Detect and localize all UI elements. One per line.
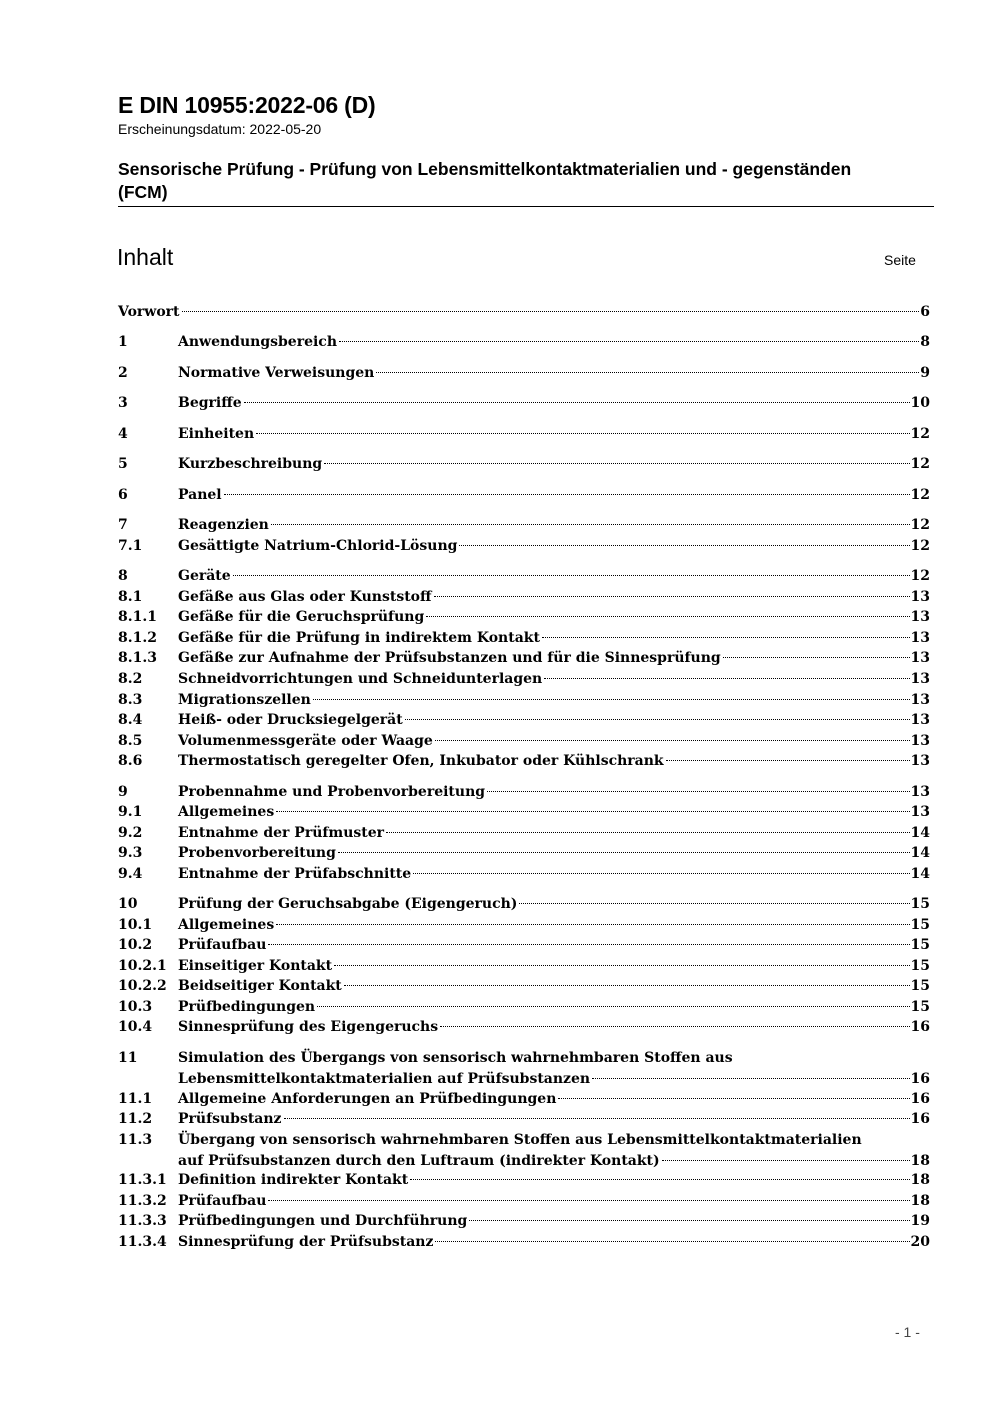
toc-entry-line bbox=[178, 782, 930, 803]
toc-entry-page: 10 bbox=[910, 395, 930, 411]
toc-entry-page: 13 bbox=[910, 692, 930, 708]
toc-entry-number: 9.4 bbox=[118, 866, 143, 882]
toc-entry-page: 15 bbox=[910, 958, 930, 974]
toc-entry-first-line bbox=[118, 1048, 930, 1069]
toc-entry-page: 15 bbox=[910, 999, 930, 1015]
toc-dot-leader bbox=[376, 372, 919, 373]
toc-entry-title: Gefäße zur Aufnahme der Prüfsubstanzen und für die Sinnesprüfung bbox=[178, 650, 721, 666]
toc-dot-leader bbox=[182, 311, 920, 312]
toc-entry-number: 10.2.2 bbox=[118, 978, 167, 994]
toc-entry-number: 10.1 bbox=[118, 917, 153, 933]
toc-entry-title-line1: Übergang von sensorisch wahrnehmbaren Stoffen aus Lebensmittelkontaktmaterialien bbox=[178, 1132, 862, 1148]
toc-entry-page: 6 bbox=[920, 304, 930, 320]
toc-entry-page: 12 bbox=[910, 517, 930, 533]
toc-entry-line bbox=[178, 628, 930, 649]
toc-entry-title: Prüfaufbau bbox=[178, 937, 267, 953]
toc-entry[interactable] bbox=[118, 587, 930, 608]
toc-entry[interactable] bbox=[118, 976, 930, 997]
toc-entry[interactable] bbox=[118, 751, 930, 772]
toc-entry-number: 10 bbox=[118, 896, 138, 912]
toc-entry-page: 13 bbox=[910, 733, 930, 749]
toc-entry-page: 13 bbox=[910, 609, 930, 625]
title-divider bbox=[118, 206, 934, 207]
toc-entry-number: 4 bbox=[118, 426, 128, 442]
toc-entry-page: 12 bbox=[910, 538, 930, 554]
toc-entry[interactable] bbox=[118, 1232, 930, 1253]
toc-heading: Inhalt bbox=[117, 244, 174, 270]
toc-dot-leader bbox=[344, 985, 910, 986]
page-number: - 1 - bbox=[895, 1324, 920, 1340]
toc-entry[interactable] bbox=[118, 802, 930, 823]
toc-entry-number: 7 bbox=[118, 517, 128, 533]
document-title: E DIN 10955:2022-06 (D) bbox=[118, 92, 376, 118]
toc-entry[interactable] bbox=[118, 935, 930, 956]
toc-entry-first-line bbox=[118, 1130, 930, 1151]
toc-entry-page: 12 bbox=[910, 568, 930, 584]
toc-entry-number: 11.3 bbox=[118, 1132, 153, 1148]
toc-entry-line bbox=[178, 424, 930, 445]
toc-entry-line bbox=[178, 1089, 930, 1110]
toc-entry[interactable] bbox=[118, 1017, 930, 1038]
toc-entry-line bbox=[178, 731, 930, 752]
toc-entry-title: Prüfsubstanz bbox=[178, 1111, 282, 1127]
toc-entry-title: Probenvorbereitung bbox=[178, 845, 336, 861]
toc-dot-leader bbox=[244, 402, 910, 403]
toc-entry[interactable] bbox=[118, 1109, 930, 1130]
toc-entry-page: 12 bbox=[910, 426, 930, 442]
toc-entry-title: Definition indirekter Kontakt bbox=[178, 1172, 409, 1188]
toc-entry-page: 9 bbox=[920, 365, 930, 381]
toc-entry-page: 16 bbox=[910, 1111, 930, 1127]
toc-entry[interactable] bbox=[118, 894, 930, 915]
toc-entry-line bbox=[178, 1211, 930, 1232]
toc-entry-title: Volumenmessgeräte oder Waage bbox=[178, 733, 433, 749]
toc-entry-line bbox=[178, 1170, 930, 1191]
toc-entry-number: 9.2 bbox=[118, 825, 143, 841]
toc-entry[interactable] bbox=[118, 424, 930, 445]
toc-entry-line bbox=[178, 710, 930, 731]
toc-entry-line bbox=[178, 802, 930, 823]
toc-entry[interactable] bbox=[118, 1151, 930, 1172]
toc-entry-number: 10.4 bbox=[118, 1019, 153, 1035]
toc-entry-title: Kurzbeschreibung bbox=[178, 456, 323, 472]
toc-entry-page: 16 bbox=[910, 1071, 930, 1087]
toc-dot-leader bbox=[544, 678, 909, 679]
toc-entry-number: 8.1 bbox=[118, 589, 143, 605]
toc-entry-page: 12 bbox=[910, 456, 930, 472]
toc-entry-page: 13 bbox=[910, 804, 930, 820]
toc-entry[interactable] bbox=[118, 1211, 930, 1232]
toc-dot-leader bbox=[268, 944, 909, 945]
toc-entry-number: 10.2 bbox=[118, 937, 153, 953]
toc-entry-title: Lebensmittelkontaktmaterialien auf Prüfsubstanzen bbox=[178, 1071, 591, 1087]
toc-entry-number: 6 bbox=[118, 487, 128, 503]
toc-entry-page: 18 bbox=[910, 1172, 930, 1188]
toc-dot-leader bbox=[519, 903, 909, 904]
toc-entry-page: 15 bbox=[910, 896, 930, 912]
toc-entry-title: Prüfung der Geruchsabgabe (Eigengeruch) bbox=[178, 896, 518, 912]
toc-entry-line bbox=[178, 454, 930, 475]
toc-entry-line bbox=[178, 1109, 930, 1130]
toc-dot-leader bbox=[662, 1160, 910, 1161]
toc-entry-number: 11.3.4 bbox=[118, 1234, 167, 1250]
toc-dot-leader bbox=[469, 1220, 909, 1221]
toc-entry-title: Normative Verweisungen bbox=[178, 365, 375, 381]
toc-entry-title: Allgemeine Anforderungen an Prüfbedingungen bbox=[178, 1091, 557, 1107]
toc-entry-number: 10.3 bbox=[118, 999, 153, 1015]
toc-entry[interactable] bbox=[118, 782, 930, 803]
toc-dot-leader bbox=[666, 760, 910, 761]
toc-entry-line bbox=[178, 515, 930, 536]
toc-entry-number: 3 bbox=[118, 395, 128, 411]
toc-entry-line bbox=[178, 1232, 930, 1253]
toc-dot-leader bbox=[276, 811, 909, 812]
toc-entry-line bbox=[178, 915, 930, 936]
toc-dot-leader bbox=[256, 433, 909, 434]
toc-entry-page: 14 bbox=[910, 845, 930, 861]
toc-entry-number: 2 bbox=[118, 365, 128, 381]
toc-entry-page: 15 bbox=[910, 917, 930, 933]
toc-dot-leader bbox=[271, 524, 910, 525]
toc-entry[interactable] bbox=[118, 843, 930, 864]
toc-entry[interactable] bbox=[118, 332, 930, 353]
publication-date: Erscheinungsdatum: 2022-05-20 bbox=[118, 121, 322, 137]
toc-entry-line bbox=[178, 393, 930, 414]
toc-entry-line bbox=[178, 1017, 930, 1038]
toc-entry-title-line1: Simulation des Übergangs von sensorisch wahrnehmbaren Stoffen aus bbox=[178, 1050, 733, 1066]
toc-entry-page: 15 bbox=[910, 937, 930, 953]
toc-dot-leader bbox=[487, 791, 909, 792]
toc-entry-title: Panel bbox=[178, 487, 222, 503]
toc-dot-leader bbox=[434, 596, 910, 597]
toc-entry-number: 8.3 bbox=[118, 692, 143, 708]
toc-entry-page: 16 bbox=[910, 1019, 930, 1035]
toc-entry-page: 18 bbox=[910, 1193, 930, 1209]
toc-entry-line bbox=[178, 690, 930, 711]
toc-entry-page: 15 bbox=[910, 978, 930, 994]
toc-entry[interactable] bbox=[118, 1191, 930, 1212]
toc-entry-number: 8.6 bbox=[118, 753, 143, 769]
toc-entry-page: 13 bbox=[910, 784, 930, 800]
toc-entry-line bbox=[178, 864, 930, 885]
toc-entry-number: 11.3.3 bbox=[118, 1213, 167, 1229]
toc-entry-title: Gefäße für die Geruchsprüfung bbox=[178, 609, 425, 625]
toc-entry-page: 12 bbox=[910, 487, 930, 503]
toc-entry-line bbox=[178, 485, 930, 506]
toc-entry-number: 8.5 bbox=[118, 733, 143, 749]
page-column-label: Seite bbox=[884, 252, 916, 268]
toc-dot-leader bbox=[459, 545, 909, 546]
toc-entry-number: 9.3 bbox=[118, 845, 143, 861]
toc-entry-title: Begriffe bbox=[178, 395, 242, 411]
toc-dot-leader bbox=[268, 1200, 909, 1201]
toc-entry-line bbox=[178, 894, 930, 915]
toc-entry-number: 11.3.1 bbox=[118, 1172, 167, 1188]
toc-dot-leader bbox=[410, 1179, 909, 1180]
toc-entry-number: 8.1.3 bbox=[118, 650, 157, 666]
toc-entry[interactable] bbox=[118, 302, 930, 323]
toc-entry[interactable] bbox=[118, 1069, 930, 1090]
toc-entry-line bbox=[178, 648, 930, 669]
document-subtitle: Sensorische Prüfung - Prüfung von Lebensmittelkontaktmaterialien und - gegenständen (FCM) bbox=[118, 159, 852, 202]
toc-entry-line bbox=[178, 669, 930, 690]
toc-entry[interactable] bbox=[118, 393, 930, 414]
toc-dot-leader bbox=[440, 1026, 909, 1027]
toc-entry-page: 13 bbox=[910, 712, 930, 728]
toc-entry-title: Beidseitiger Kontakt bbox=[178, 978, 342, 994]
toc-entry-page: 14 bbox=[910, 866, 930, 882]
toc-dot-leader bbox=[405, 719, 910, 720]
toc-entry-line bbox=[178, 843, 930, 864]
toc-entry-line bbox=[178, 997, 930, 1018]
toc-entry-line bbox=[178, 566, 930, 587]
toc-dot-leader bbox=[233, 575, 910, 576]
toc-dot-leader bbox=[592, 1078, 909, 1079]
toc-entry-title: Entnahme der Prüfmuster bbox=[178, 825, 385, 841]
toc-dot-leader bbox=[426, 616, 909, 617]
toc-entry-title: Entnahme der Prüfabschnitte bbox=[178, 866, 412, 882]
toc-entry-number: 7.1 bbox=[118, 538, 143, 554]
toc-dot-leader bbox=[324, 463, 909, 464]
toc-entry[interactable] bbox=[118, 915, 930, 936]
toc-entry[interactable] bbox=[118, 690, 930, 711]
toc-entry-page: 18 bbox=[910, 1153, 930, 1169]
toc-entry[interactable] bbox=[118, 956, 930, 977]
toc-entry-title: auf Prüfsubstanzen durch den Luftraum (indirekter Kontakt) bbox=[178, 1153, 660, 1169]
toc-entry[interactable] bbox=[118, 731, 930, 752]
toc-entry-title: Thermostatisch geregelter Ofen, Inkubator oder Kühlschrank bbox=[178, 753, 664, 769]
toc-dot-leader bbox=[558, 1098, 909, 1099]
toc-entry-page: 13 bbox=[910, 589, 930, 605]
toc-entry-page: 8 bbox=[920, 334, 930, 350]
toc-entry-title: Gesättigte Natrium-Chlorid-Lösung bbox=[178, 538, 458, 554]
toc-entry-number: 11.1 bbox=[118, 1091, 153, 1107]
toc-entry[interactable] bbox=[118, 823, 930, 844]
toc-entry-line bbox=[178, 823, 930, 844]
toc-entry-line bbox=[178, 363, 930, 384]
toc-entry[interactable] bbox=[118, 566, 930, 587]
toc-entry-number: 9.1 bbox=[118, 804, 143, 820]
toc-entry-title: Prüfaufbau bbox=[178, 1193, 267, 1209]
toc-entry-page: 13 bbox=[910, 650, 930, 666]
toc-entry[interactable] bbox=[118, 669, 930, 690]
toc-dot-leader bbox=[542, 637, 910, 638]
toc-entry-title: Prüfbedingungen und Durchführung bbox=[178, 1213, 468, 1229]
toc-entry-page: 13 bbox=[910, 630, 930, 646]
toc-dot-leader bbox=[339, 341, 919, 342]
toc-entry[interactable] bbox=[118, 1170, 930, 1191]
toc-entry-title: Schneidvorrichtungen und Schneidunterlagen bbox=[178, 671, 543, 687]
toc-entry-line bbox=[178, 976, 930, 997]
toc-entry-title: Sinnesprüfung des Eigengeruchs bbox=[178, 1019, 439, 1035]
toc-dot-leader bbox=[334, 965, 909, 966]
toc-entry-line bbox=[178, 536, 930, 557]
toc-entry[interactable] bbox=[118, 628, 930, 649]
toc-dot-leader bbox=[313, 699, 910, 700]
toc-entry[interactable] bbox=[118, 648, 930, 669]
toc-entry-line bbox=[178, 956, 930, 977]
toc-entry[interactable] bbox=[118, 607, 930, 628]
toc-entry-line bbox=[178, 1151, 930, 1172]
toc-dot-leader bbox=[317, 1006, 909, 1007]
toc-entry-title: Sinnesprüfung der Prüfsubstanz bbox=[178, 1234, 434, 1250]
toc-entry-page: 13 bbox=[910, 671, 930, 687]
toc-dot-leader bbox=[224, 494, 910, 495]
toc-entry[interactable] bbox=[118, 363, 930, 384]
toc-entry-title: Gefäße für die Prüfung in indirektem Kontakt bbox=[178, 630, 540, 646]
toc-entry[interactable] bbox=[118, 454, 930, 475]
toc-entry-line bbox=[178, 935, 930, 956]
toc-entry-number: 9 bbox=[118, 784, 128, 800]
toc-entry-page: 19 bbox=[910, 1213, 930, 1229]
toc-entry[interactable] bbox=[118, 515, 930, 536]
toc-entry[interactable] bbox=[118, 710, 930, 731]
toc-dot-leader bbox=[276, 924, 909, 925]
toc-entry-number: 10.2.1 bbox=[118, 958, 167, 974]
toc-entry-line bbox=[178, 751, 930, 772]
toc-dot-leader bbox=[338, 852, 910, 853]
toc-entry-number: 11.2 bbox=[118, 1111, 153, 1127]
toc-entry-page: 13 bbox=[910, 753, 930, 769]
toc-entry[interactable] bbox=[118, 485, 930, 506]
toc-entry-page: 14 bbox=[910, 825, 930, 841]
toc-entry-page: 16 bbox=[910, 1091, 930, 1107]
toc-entry-title: Reagenzien bbox=[178, 517, 269, 533]
toc-entry-number: 8.2 bbox=[118, 671, 143, 687]
toc-entry-number: 8.1.2 bbox=[118, 630, 157, 646]
toc-entry-number: 11 bbox=[118, 1050, 138, 1066]
toc-entry-page: 20 bbox=[910, 1234, 930, 1250]
toc-entry-title: Migrationszellen bbox=[178, 692, 311, 708]
toc-entry-number: 5 bbox=[118, 456, 128, 472]
toc-entry[interactable] bbox=[118, 1089, 930, 1110]
toc-entry-title: Allgemeines bbox=[178, 917, 275, 933]
toc-entry-title: Allgemeines bbox=[178, 804, 275, 820]
toc-dot-leader bbox=[435, 1241, 909, 1242]
toc-entry-title: Probennahme und Probenvorbereitung bbox=[178, 784, 486, 800]
toc-entry-line bbox=[178, 607, 930, 628]
toc-entry[interactable] bbox=[118, 536, 930, 557]
toc-entry-title: Anwendungsbereich bbox=[178, 334, 337, 350]
toc-entry-line bbox=[178, 1069, 930, 1090]
toc-entry-title: Einseitiger Kontakt bbox=[178, 958, 333, 974]
toc-entry-title: Prüfbedingungen bbox=[178, 999, 316, 1015]
toc-dot-leader bbox=[723, 657, 910, 658]
toc-entry-number: 8.1.1 bbox=[118, 609, 157, 625]
toc-entry[interactable] bbox=[118, 997, 930, 1018]
toc-entry-number: 8.4 bbox=[118, 712, 143, 728]
toc-dot-leader bbox=[435, 740, 910, 741]
toc-entry-line bbox=[178, 587, 930, 608]
toc-entry-title: Gefäße aus Glas oder Kunststoff bbox=[178, 589, 432, 605]
toc-dot-leader bbox=[386, 832, 910, 833]
toc-entry-number: 8 bbox=[118, 568, 128, 584]
toc-entry-title: Vorwort bbox=[118, 304, 180, 320]
toc-entry-title: Einheiten bbox=[178, 426, 255, 442]
toc-entry-line bbox=[178, 332, 930, 353]
toc-dot-leader bbox=[284, 1118, 910, 1119]
toc-entry-number: 1 bbox=[118, 334, 128, 350]
toc-entry[interactable] bbox=[118, 864, 930, 885]
toc-entry-title: Geräte bbox=[178, 568, 231, 584]
toc-entry-line bbox=[178, 1191, 930, 1212]
toc-dot-leader bbox=[413, 873, 909, 874]
toc-entry-line bbox=[118, 302, 930, 323]
toc-entry-title: Heiß- oder Drucksiegelgerät bbox=[178, 712, 403, 728]
toc-entry-number: 11.3.2 bbox=[118, 1193, 167, 1209]
